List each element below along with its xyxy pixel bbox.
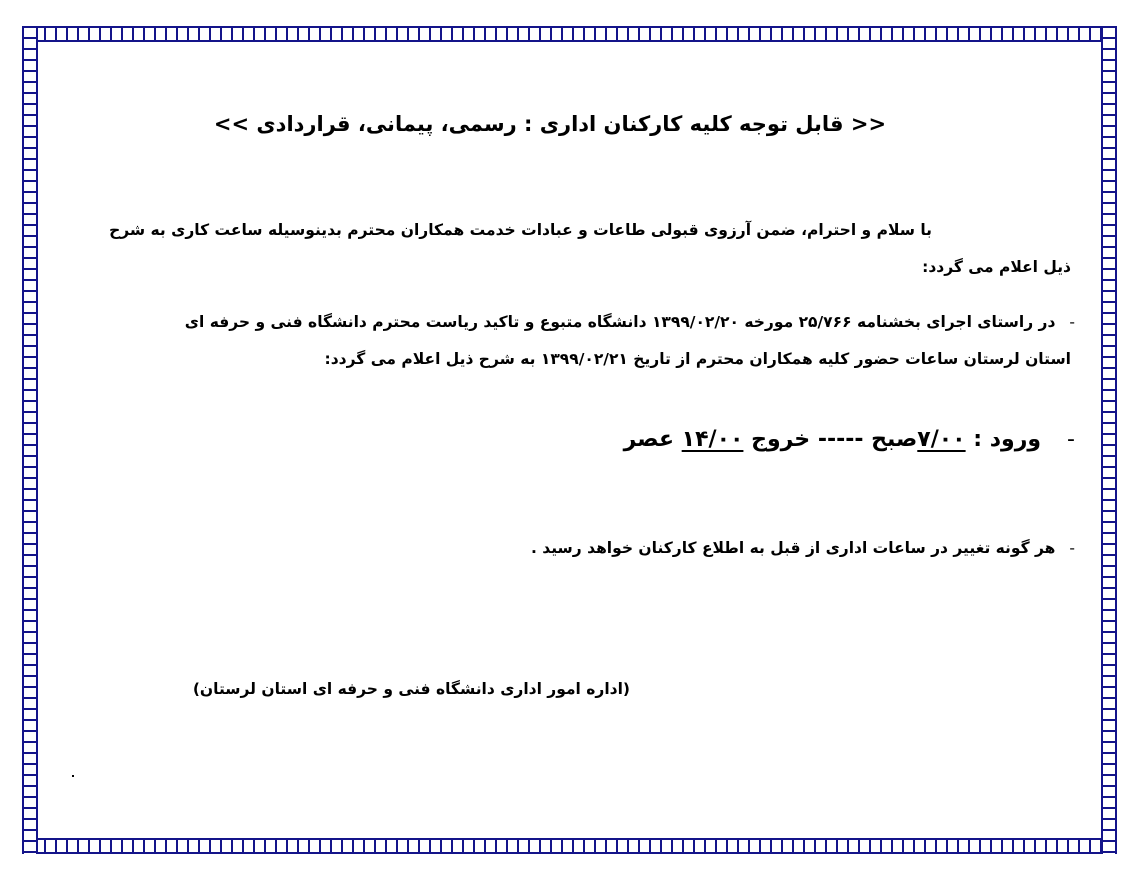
exit-period: عصر <box>623 427 674 452</box>
working-hours <box>624 427 1075 452</box>
notice-title: << قابل توجه کلیه کارکنان اداری : رسمی، پیمانی، قراردادی >> <box>213 112 887 136</box>
hours-separator: ----- <box>817 427 864 452</box>
entry-period: صبح <box>871 427 918 452</box>
signature: (اداره امور اداری دانشگاه فنی و حرفه ای استان لرستان) <box>192 680 630 698</box>
entry-label: ورود : <box>973 427 1042 452</box>
bullet-dash: - <box>1067 427 1075 452</box>
entry-time: ۷/۰۰ <box>917 427 966 452</box>
intro-line-1: با سلام و احترام، ضمن آرزوی قبولی طاعات و عبادات خدمت همکاران محترم بدینوسیله ساعت کاری به شرح <box>109 221 932 239</box>
stray-dot <box>72 775 74 777</box>
item-1-line-2: استان لرستان ساعات حضور کلیه همکاران محترم از تاریخ ۱۳۹۹/۰۲/۲۱ به شرح ذیل اعلام می گردد: <box>324 350 1071 368</box>
bullet-dash: - <box>1069 539 1075 557</box>
notice-document <box>60 60 1080 830</box>
item-1-line-1 <box>185 313 1075 331</box>
item-2-text: هر گونه تغییر در ساعات اداری از قبل به اطلاع کارکنان خواهد رسید . <box>530 539 1056 557</box>
border-top <box>22 26 1117 42</box>
border-right <box>1101 26 1117 854</box>
intro-line-2: ذیل اعلام می گردد: <box>922 258 1071 276</box>
item-1-text: در راستای اجرای بخشنامه ۲۵/۷۶۶ مورخه ۱۳۹۹/۰۲/۲۰ دانشگاه متبوع و تاکید ریاست محترم دانشگاه فنی و حرفه ای <box>184 313 1056 331</box>
bullet-dash: - <box>1069 313 1075 331</box>
exit-label: خروج <box>751 427 811 452</box>
exit-time: ۱۴/۰۰ <box>681 427 744 452</box>
border-left <box>22 26 38 854</box>
item-2 <box>531 539 1075 557</box>
border-bottom <box>22 838 1117 854</box>
